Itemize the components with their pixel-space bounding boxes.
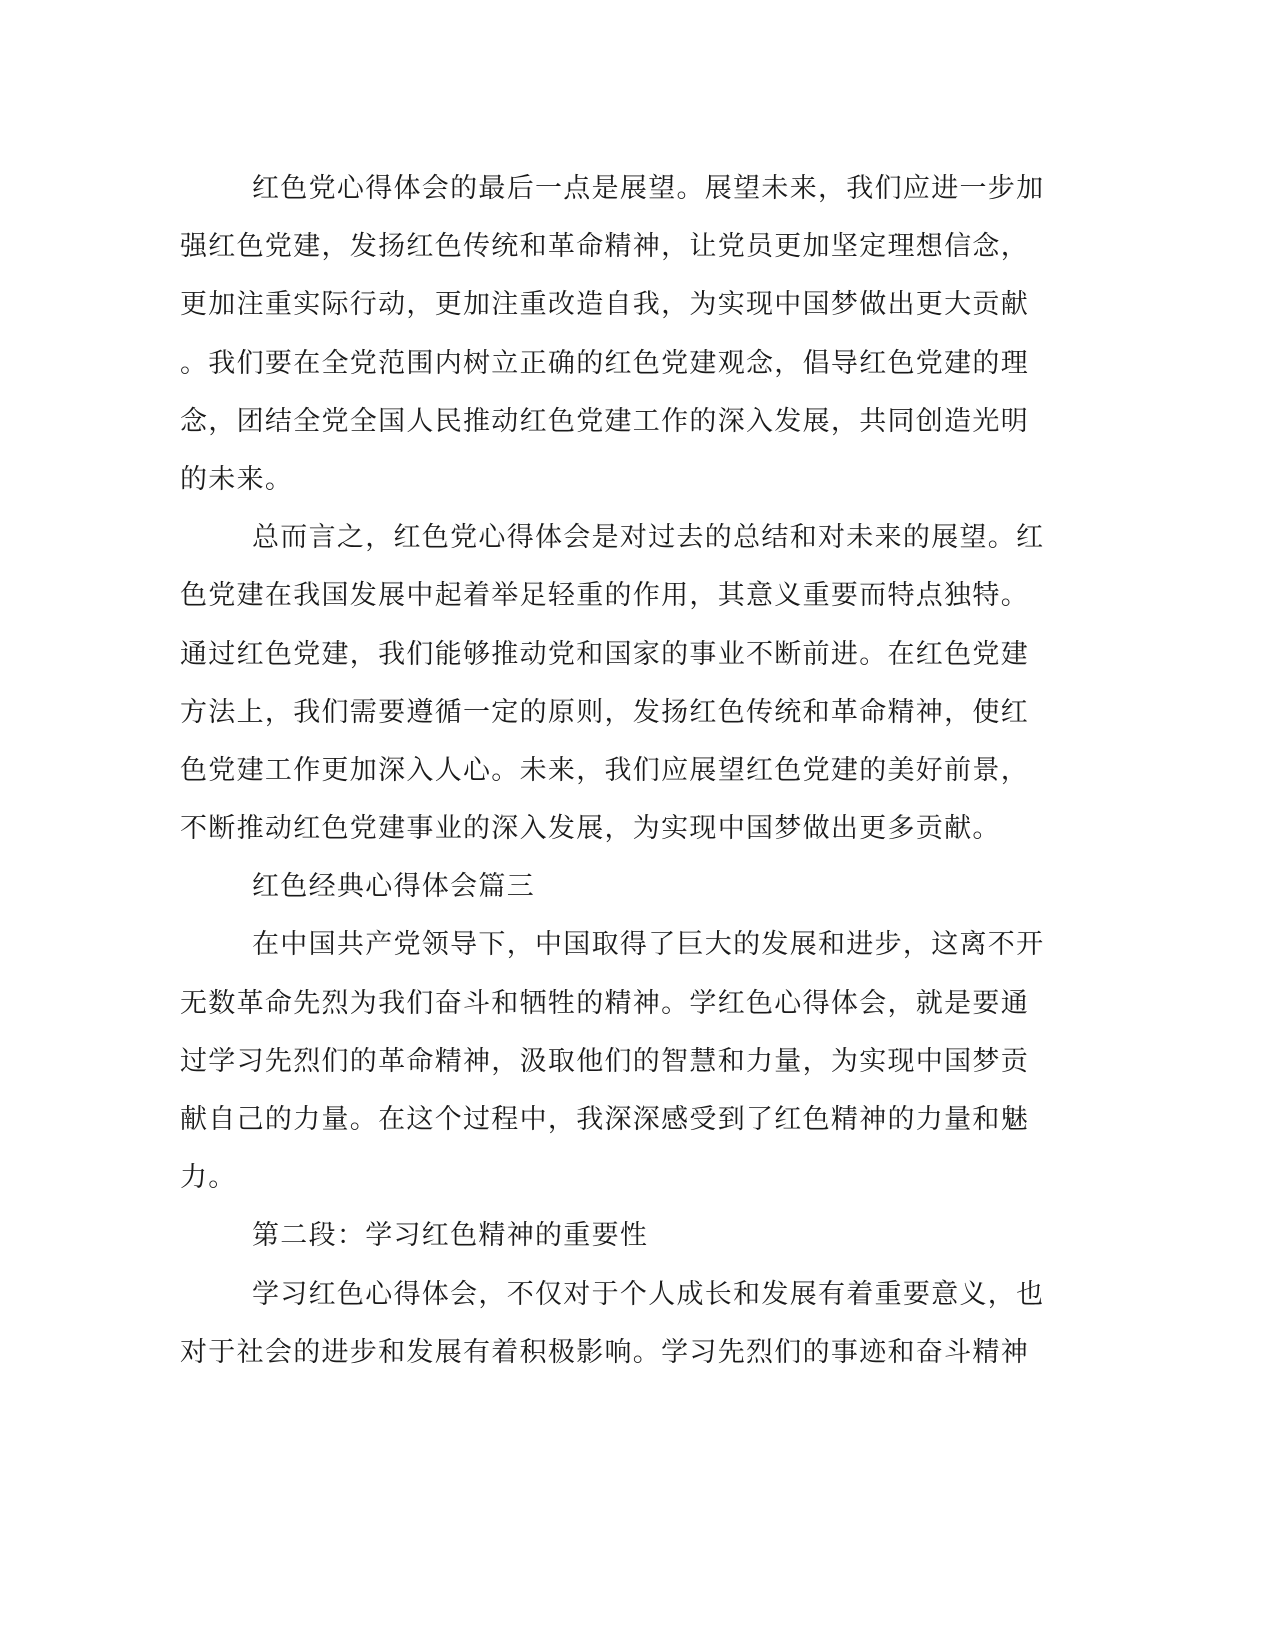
text-line: 不断推动红色党建事业的深入发展，为实现中国梦做出更多贡献。	[180, 813, 1001, 845]
section-heading: 第二段：学习红色精神的重要性	[252, 1220, 649, 1252]
text-line: 方法上，我们需要遵循一定的原则，发扬红色传统和革命精神，使红	[180, 696, 1029, 728]
text-line: 无数革命先烈为我们奋斗和牺牲的精神。学红色心得体会，就是要通	[180, 987, 1029, 1019]
text-line: 学习红色心得体会，不仅对于个人成长和发展有着重要意义，也	[252, 1278, 1045, 1310]
text-line: 念，团结全党全国人民推动红色党建工作的深入发展，共同创造光明	[180, 405, 1029, 437]
text-line: 更加注重实际行动，更加注重改造自我，为实现中国梦做出更大贡献	[180, 289, 1029, 321]
text-line: 对于社会的进步和发展有着积极影响。学习先烈们的事迹和奋斗精神	[180, 1336, 1029, 1368]
section-heading: 红色经典心得体会篇三	[252, 871, 535, 903]
text-line: 在中国共产党领导下，中国取得了巨大的发展和进步，这离不开	[252, 929, 1045, 961]
text-line: 。我们要在全党范围内树立正确的红色党建观念，倡导红色党建的理	[180, 347, 1029, 379]
text-line: 色党建在我国发展中起着举足轻重的作用，其意义重要而特点独特。	[180, 580, 1029, 612]
text-line: 献自己的力量。在这个过程中，我深深感受到了红色精神的力量和魅	[180, 1104, 1029, 1135]
text-line: 红色党心得体会的最后一点是展望。展望未来，我们应进一步加	[252, 173, 1045, 204]
text-line: 的未来。	[180, 463, 294, 495]
text-line: 色党建工作更加深入人心。未来，我们应展望红色党建的美好前景，	[180, 754, 1029, 786]
text-line: 通过红色党建，我们能够推动党和国家的事业不断前进。在红色党建	[180, 638, 1029, 670]
text-line: 总而言之，红色党心得体会是对过去的总结和对未来的展望。红	[252, 522, 1045, 554]
document-body	[180, 160, 1070, 1382]
text-line: 强红色党建，发扬红色传统和革命精神，让党员更加坚定理想信念，	[180, 231, 1029, 263]
text-line: 过学习先烈们的革命精神，汲取他们的智慧和力量，为实现中国梦贡	[180, 1045, 1029, 1077]
text-line: 力。	[180, 1162, 237, 1194]
